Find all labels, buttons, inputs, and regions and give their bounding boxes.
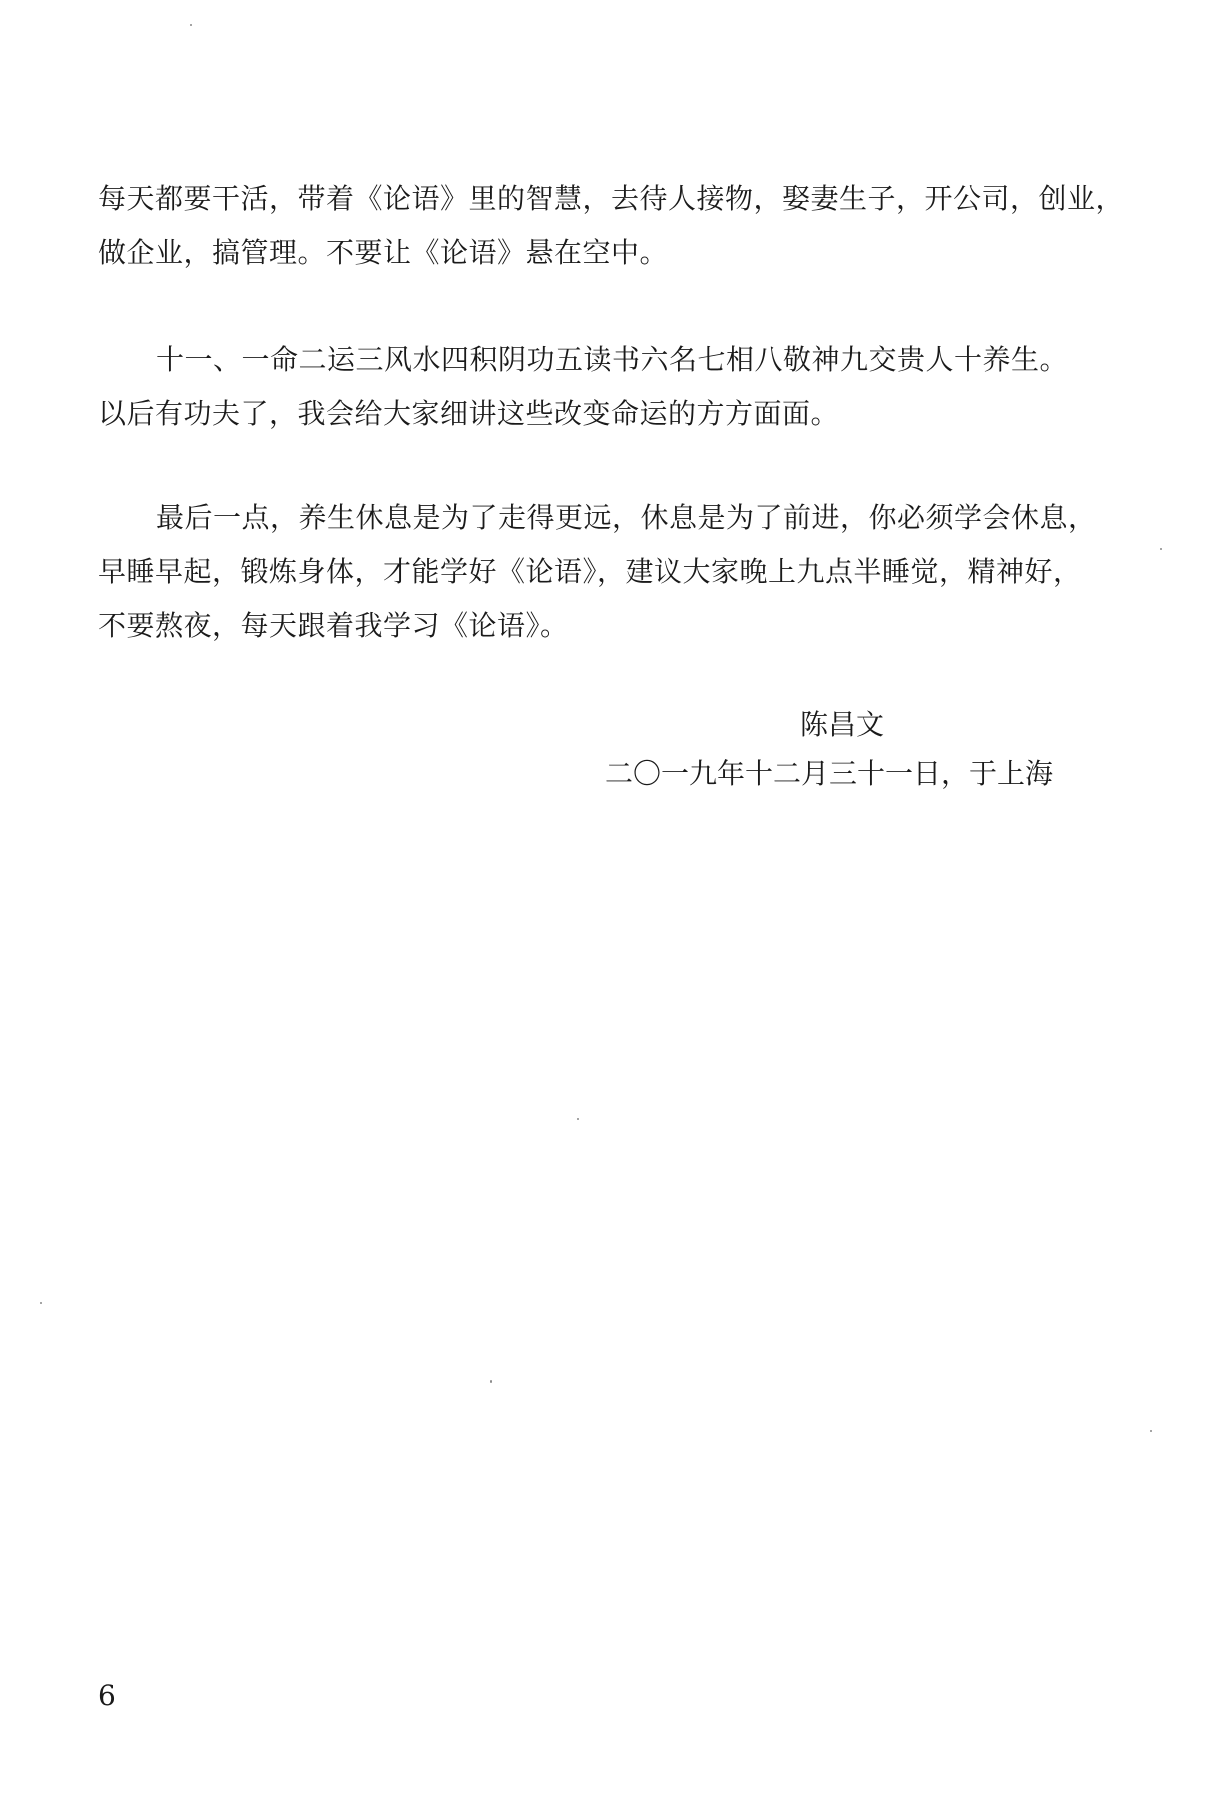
scan-speck	[1160, 548, 1162, 550]
signature-date-place: 二〇一九年十二月三十一日，于上海	[605, 757, 1054, 790]
scan-speck	[1150, 1430, 1152, 1432]
paragraph-2	[98, 333, 1098, 441]
paragraph-line: 十一、一命二运三风水四积阴功五读书六名七相八敬神九交贵人十养生。	[156, 343, 1069, 376]
paragraph-line: 最后一点，养生休息是为了走得更远，休息是为了前进，你必须学会休息，	[156, 501, 1097, 534]
paragraph-3	[98, 491, 1098, 653]
scan-speck	[490, 1380, 492, 1383]
paragraph-line: 每天都要干活，带着《论语》里的智慧，去待人接物，娶妻生子，开公司，创业，	[98, 182, 1125, 215]
paragraph-line: 早睡早起，锻炼身体，才能学好《论语》，建议大家晚上九点半睡觉，精神好，	[98, 555, 1082, 588]
signature-author: 陈昌文	[800, 708, 885, 741]
scan-speck	[40, 1302, 42, 1304]
page-number: 6	[98, 1679, 116, 1712]
scan-speck	[577, 1118, 579, 1120]
paragraph-line: 不要熬夜，每天跟着我学习《论语》。	[98, 609, 569, 642]
scan-speck	[190, 24, 192, 26]
paragraph-1	[98, 172, 1125, 280]
paragraph-line: 以后有功夫了，我会给大家细讲这些改变命运的方方面面。	[98, 397, 840, 430]
paragraph-line: 做企业，搞管理。不要让《论语》悬在空中。	[98, 236, 669, 269]
